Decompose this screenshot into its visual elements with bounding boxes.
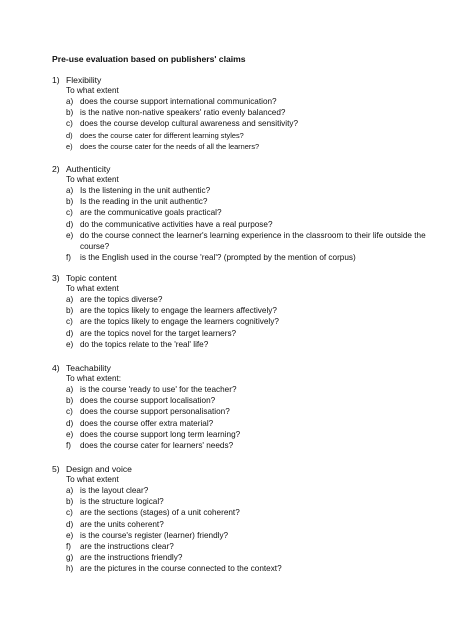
list-item [52,541,432,552]
section-subheading: To what extent [66,475,119,484]
list-item [52,219,432,230]
item-letter: b) [66,497,74,507]
section-heading [52,164,432,175]
section-5 [52,464,432,575]
item-text: are the sections (stages) of a unit coherent? [80,508,240,518]
section-subheading: To what extent [66,284,119,293]
question-list [52,294,432,350]
item-text: is the native non-native speakers' ratio evenly balanced? [80,108,286,118]
section-heading [52,464,432,475]
section-2 [52,164,432,263]
item-text: does the course support localisation? [80,396,216,406]
list-item [52,130,432,141]
item-letter: e) [66,530,74,540]
item-text: are the communicative goals practical? [80,208,222,218]
list-item [52,252,432,263]
item-letter: d) [66,328,74,338]
item-letter: b) [66,108,74,118]
item-letter: a) [66,486,74,495]
section-1 [52,75,432,152]
list-item [52,339,432,350]
item-text: does the course support personalisation? [80,407,230,417]
item-text: is the course's register (learner) friendly? [80,530,229,540]
list-item [52,96,432,107]
item-letter: b) [66,197,74,207]
item-text: are the topics likely to engage the learners affectively? [80,306,277,316]
item-letter: b) [66,306,74,316]
section-heading-text: Authenticity [66,164,111,174]
list-item [52,496,432,507]
item-letter: c) [66,317,73,327]
item-letter: c) [66,407,73,417]
section-4 [52,363,432,451]
item-letter: h) [66,564,74,574]
list-item [52,207,432,218]
item-text: does the course support international communication? [80,97,277,106]
item-text: is the structure logical? [80,497,164,507]
section-heading [52,363,432,374]
item-letter: c) [66,208,73,218]
item-text: does the course offer extra material? [80,418,214,428]
item-text: does the course cater for the needs of all the learners? [80,141,260,151]
item-letter: d) [66,219,74,229]
item-text: do the topics relate to the 'real' life? [80,339,209,349]
list-item [52,294,432,305]
list-item [52,316,432,327]
item-text: is the English used in the course 'real'? (prompted by the mention of corpus) [80,253,356,263]
item-letter: d) [66,418,74,428]
item-letter: f) [66,441,72,451]
item-text: do the course connect the learner's learning experience in the classroom to their life outside the course? [80,230,426,252]
question-list [52,185,432,263]
list-item [52,418,432,429]
list-item [52,107,432,118]
item-text: Is the listening in the unit authentic? [80,186,211,195]
section-heading [52,273,432,284]
section-number: 5) [52,464,60,474]
item-letter: d) [66,130,73,140]
section-number: 3) [52,273,60,283]
item-text: do the communicative activities have a real purpose? [80,219,273,229]
item-letter: e) [66,339,74,349]
item-text: are the topics novel for the target learners? [80,328,237,338]
document-title: Pre-use evaluation based on publishers' claims [52,54,246,64]
section-subheading: To what extent: [66,374,122,383]
item-text: are the pictures in the course connected to the context? [80,564,282,574]
list-item [52,384,432,395]
list-item [52,440,432,451]
item-letter: a) [66,186,74,195]
section-heading-text: Flexibility [66,75,102,85]
item-letter: d) [66,519,74,529]
item-text: is the layout clear? [80,486,149,495]
item-text: are the instructions clear? [80,542,174,552]
section-number: 4) [52,363,60,373]
item-text: does the course cater for different learning styles? [80,130,244,140]
question-list [52,96,432,152]
item-letter: c) [66,119,73,129]
list-item [52,406,432,417]
item-letter: e) [66,230,74,240]
list-item [52,485,432,496]
list-item [52,507,432,518]
section-subheading: To what extent [66,175,119,184]
item-letter: a) [66,385,74,394]
section-3 [52,273,432,350]
item-text: Is the reading in the unit authentic? [80,197,208,207]
item-letter: e) [66,429,74,439]
item-letter: f) [66,542,72,552]
item-letter: g) [66,553,74,563]
item-text: are the topics diverse? [80,295,163,304]
section-number: 2) [52,164,60,174]
question-list [52,384,432,451]
item-text: does the course develop cultural awareness and sensitivity? [80,119,299,129]
list-item [52,141,432,152]
list-item [52,519,432,530]
list-item [52,429,432,440]
list-item [52,305,432,316]
item-letter: a) [66,97,74,106]
question-list [52,485,432,575]
item-text: does the course support long term learning? [80,429,241,439]
item-letter: a) [66,295,74,304]
list-item [52,530,432,541]
section-heading [52,75,432,86]
item-text: is the course 'ready to use' for the teacher? [80,385,237,394]
item-text: are the topics likely to engage the learners cognitively? [80,317,279,327]
item-letter: c) [66,508,73,518]
item-letter: f) [66,253,72,263]
item-text: are the instructions friendly? [80,553,183,563]
item-text: does the course cater for learners' needs? [80,441,234,451]
item-text: are the units coherent? [80,519,164,529]
section-number: 1) [52,75,60,85]
section-subheading: To what extent [66,86,119,95]
item-letter: e) [66,141,73,151]
item-letter: b) [66,396,74,406]
list-item [52,230,432,252]
list-item [52,196,432,207]
list-item [52,395,432,406]
section-heading-text: Design and voice [66,464,132,474]
list-item [52,328,432,339]
list-item [52,552,432,563]
list-item [52,185,432,196]
section-heading-text: Topic content [66,273,117,283]
section-heading-text: Teachability [66,363,111,373]
list-item [52,118,432,129]
list-item [52,563,432,574]
